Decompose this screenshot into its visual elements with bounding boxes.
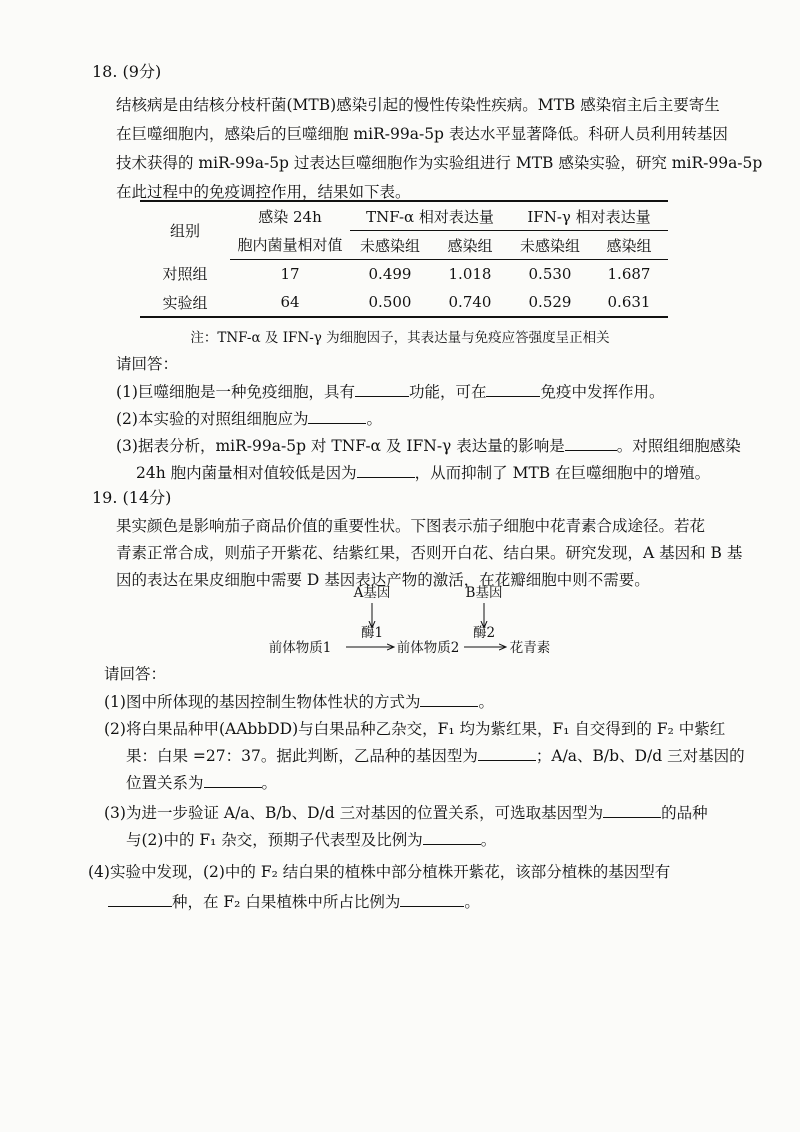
q18-prompt: 请回答： [116,355,179,373]
answer-blank[interactable] [486,381,540,397]
table-header-group: 组别 [140,201,230,260]
answer-blank[interactable] [355,381,409,397]
table-header-infection: 感染 24h [230,201,350,231]
table-cell: 1.687 [607,265,651,283]
table-cell: 0.499 [368,265,412,283]
answer-blank[interactable] [204,772,262,788]
answer-blank[interactable] [565,435,617,451]
q19-s3-text: (3)为进一步验证 A/a、B/b、D/d 三对基因的位置关系，可选取基因型为 [104,804,604,822]
table-header-bacteria: 胞内菌量相对值 [230,231,350,260]
results-table [140,200,668,318]
precursor-1-label: 前体物质1 [268,640,332,656]
q19-paragraph-line: 果实颜色是影响茄子商品价值的重要性状。下图表示茄子细胞中花青素合成途径。若花 [116,517,706,535]
q19-s2-text: ；A/a、B/b、D/d 三对基因的 [535,747,745,765]
q19-paragraph-line: 青素正常合成，则茄子开紫花、结紫红果，否则开白花、结白果。研究发现，A 基因和 B 基 [116,544,743,562]
answer-blank[interactable] [108,891,172,907]
q19-paragraph-line: 因的表达在果皮细胞中需要 D 基因表达产物的激活，在花瓣细胞中则不需要。 [116,571,650,589]
table-header-tnf: TNF-α 相对表达量 [350,201,510,231]
q18-paragraph-line: 结核病是由结核分枝杆菌(MTB)感染引起的慢性传染性疾病。MTB 感染宿主后主要寄生 [116,96,720,114]
q18-s1-text: (1)巨噬细胞是一种免疫细胞，具有 [116,383,355,401]
answer-blank[interactable] [357,462,415,478]
table-cell: 0.631 [590,288,668,317]
q19-subquestion-2-cont [126,771,277,795]
answer-blank[interactable] [478,745,536,761]
table-cell: 17 [280,265,300,283]
q18-subquestion-1 [116,380,665,404]
q18-s3-text: (3)据表分析，miR-99a-5p 对 TNF-α 及 IFN-γ 表达量的影响是 [116,437,565,455]
q18-subquestion-3-cont [136,461,710,485]
table-header-infected: 感染组 [430,231,510,260]
enzyme-2-label: 酶2 [472,625,496,641]
table-row [140,288,668,317]
q19-s2-text: 位置关系为 [126,774,204,792]
gene-a-label: A基因 [353,585,391,601]
gene-b-label: B基因 [465,585,503,601]
table-cell: 1.018 [448,265,492,283]
q19-subquestion-3 [104,801,708,825]
table-header-ifn: IFN-γ 相对表达量 [510,201,668,231]
q19-s4-text: 。 [464,893,480,911]
q19-subquestion-3-cont [126,828,496,852]
q18-s3-text: 。对照组细胞感染 [616,437,741,455]
table-cell: 0.740 [430,288,510,317]
table-cell: 64 [230,288,350,317]
answer-blank[interactable] [308,408,366,424]
q18-s3-text: ，从而抑制了 MTB 在巨噬细胞中的增殖。 [414,464,711,482]
table-cell: 0.529 [510,288,590,317]
table-cell: 0.500 [350,288,430,317]
q19-subquestion-2: (2)将白果品种甲(AAbbDD)与白果品种乙杂交，F₁ 均为紫红果，F₁ 自交得到的 F₂ 中紫红 [104,720,726,738]
q19-subquestion-1 [104,690,494,714]
question-18-number: 18. (9分) [92,62,162,81]
anthocyanin-label: 花青素 [509,640,551,656]
q18-paragraph-line: 在此过程中的免疫调控作用，结果如下表。 [116,183,411,201]
q19-s3-text: 。 [480,831,497,849]
q19-prompt: 请回答： [104,665,167,683]
table-cell: 0.530 [528,265,572,283]
q19-s2-text: 。 [261,774,278,792]
q19-s2-text: 果：白果 =27：37。据此判断，乙品种的基因型为 [126,747,478,765]
enzyme-1-label: 酶1 [360,625,384,641]
answer-blank[interactable] [603,802,661,818]
q18-s3-text: 24h 胞内菌量相对值较低是因为 [136,464,357,482]
q19-s1-text: 。 [478,693,494,711]
q19-subquestion-2-cont [126,744,745,768]
answer-blank[interactable] [420,691,478,707]
table-row [140,260,668,289]
q19-s3-text: 与(2)中的 F₁ 杂交，预期子代表型及比例为 [126,831,423,849]
answer-blank[interactable] [400,891,464,907]
answer-blank[interactable] [423,829,481,845]
precursor-2-label: 前体物质2 [396,640,460,656]
q18-s1-text: 功能，可在 [408,383,487,401]
table-header-uninfected: 未感染组 [350,231,430,260]
q18-s1-text: 免疫中发挥作用。 [540,383,665,401]
table-cell: 实验组 [140,288,230,317]
q19-s3-text: 的品种 [661,804,708,822]
q18-paragraph-line: 在巨噬细胞内，感染后的巨噬细胞 miR-99a-5p 表达水平显著降低。科研人员利用转基因 [116,125,728,143]
table-header-infected: 感染组 [590,231,668,260]
q18-s2-text: (2)本实验的对照组细胞应为 [116,410,309,428]
question-19-number: 19. (14分) [92,488,172,507]
q19-s4-text: 种，在 F₂ 白果植株中所占比例为 [172,893,401,911]
q19-s1-text: (1)图中所体现的基因控制生物体性状的方式为 [104,693,421,711]
q19-subquestion-4-cont [108,890,480,914]
table-note: 注：TNF-α 及 IFN-γ 为细胞因子，其表达量与免疫应答强度呈正相关 [190,330,610,346]
table-header-uninfected: 未感染组 [510,231,590,260]
q18-subquestion-3 [116,434,741,458]
q18-subquestion-2 [116,407,382,431]
q19-subquestion-4: (4)实验中发现，(2)中的 F₂ 结白果的植株中部分植株开紫花，该部分植株的基因型有 [88,863,671,881]
table-cell: 对照组 [162,265,208,284]
q18-s2-text: 。 [366,410,382,428]
q18-paragraph-line: 技术获得的 miR-99a-5p 过表达巨噬细胞作为实验组进行 MTB 感染实验，研究 miR-99a-5p [116,154,763,172]
